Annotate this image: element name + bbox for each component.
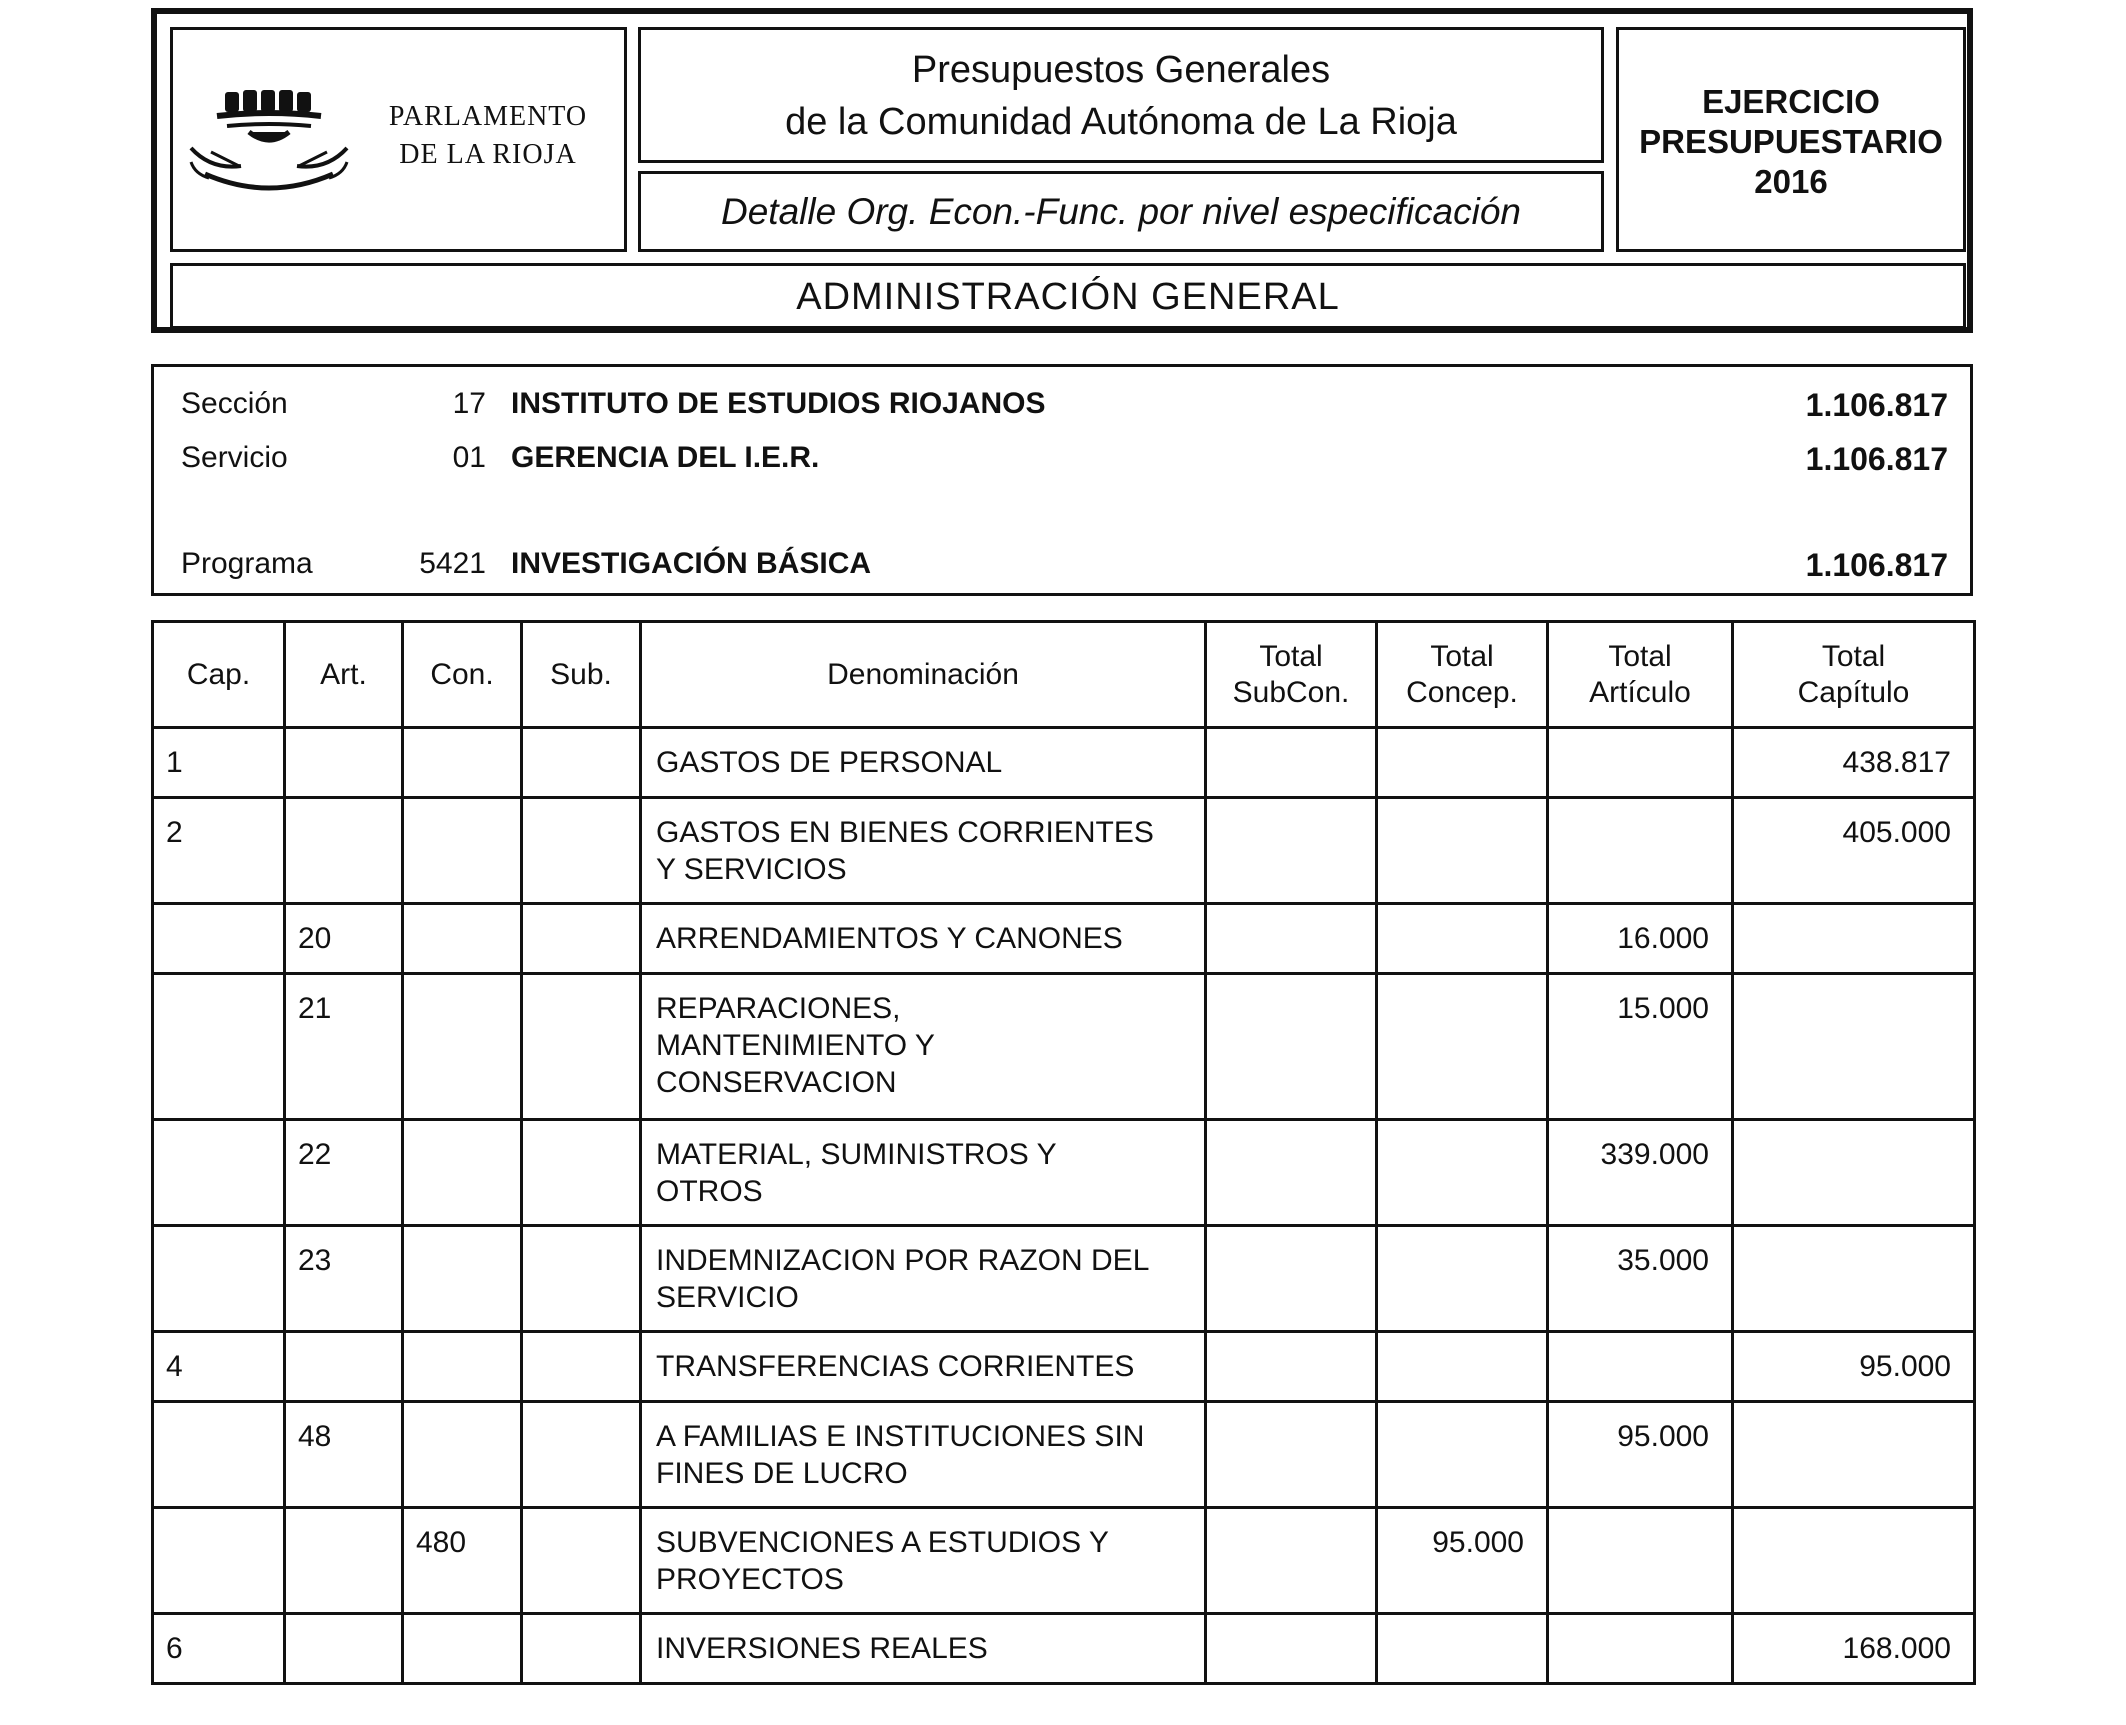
cell-con	[403, 1332, 522, 1402]
cell-sub	[522, 1226, 641, 1332]
cell-total-concep	[1377, 1402, 1548, 1508]
cell-total-capitulo: 438.817	[1733, 728, 1975, 798]
cell-denominacion	[641, 1226, 1206, 1332]
programa-name: INVESTIGACIÓN BÁSICA	[511, 547, 872, 580]
cell-total-subcon	[1206, 904, 1377, 974]
cell-cap	[153, 904, 285, 974]
servicio-row	[154, 441, 1970, 481]
programa-amount: 1.106.817	[1805, 547, 1948, 583]
cell-total-concep	[1377, 904, 1548, 974]
servicio-amount: 1.106.817	[1805, 441, 1948, 477]
admin-title: ADMINISTRACIÓN GENERAL	[796, 276, 1340, 318]
cell-total-concep	[1377, 1226, 1548, 1332]
cell-cap: 6	[153, 1614, 285, 1684]
denominacion-line: ARRENDAMIENTOS Y CANONES	[656, 922, 1123, 955]
cell-art	[285, 1332, 403, 1402]
table-row	[153, 798, 1975, 904]
header-total-concep-l1: Total	[1430, 639, 1494, 673]
cell-total-articulo: 95.000	[1548, 1402, 1733, 1508]
servicio-code: 01	[452, 441, 486, 474]
cell-cap	[153, 974, 285, 1120]
cell-cap: 4	[153, 1332, 285, 1402]
denominacion-line: CONSERVACION	[656, 1066, 897, 1099]
cell-sub	[522, 904, 641, 974]
cell-total-capitulo: 95.000	[1733, 1332, 1975, 1402]
denominacion-line: SERVICIO	[656, 1281, 799, 1314]
cell-cap	[153, 1120, 285, 1226]
cell-denominacion	[641, 728, 1206, 798]
cell-total-subcon	[1206, 1332, 1377, 1402]
cell-total-concep	[1377, 728, 1548, 798]
cell-total-articulo	[1548, 728, 1733, 798]
header-con: Con.	[403, 622, 522, 728]
cell-total-subcon	[1206, 798, 1377, 904]
cell-con	[403, 974, 522, 1120]
cell-total-concep	[1377, 1614, 1548, 1684]
denominacion-line: Y SERVICIOS	[656, 853, 847, 886]
subtitle: Detalle Org. Econ.-Func. por nivel especificación	[721, 191, 1521, 232]
programa-label: Programa	[181, 547, 313, 580]
denominacion-line: A FAMILIAS E INSTITUCIONES SIN	[656, 1420, 1145, 1453]
cell-total-concep	[1377, 1120, 1548, 1226]
cell-art: 21	[285, 974, 403, 1120]
cell-total-capitulo: 405.000	[1733, 798, 1975, 904]
table-row	[153, 904, 1975, 974]
cell-cap	[153, 1402, 285, 1508]
cell-denominacion	[641, 1332, 1206, 1402]
seccion-label: Sección	[181, 387, 288, 420]
cell-denominacion	[641, 974, 1206, 1120]
cell-total-concep	[1377, 974, 1548, 1120]
cell-total-articulo	[1548, 798, 1733, 904]
seccion-amount: 1.106.817	[1805, 387, 1948, 423]
title-line1: Presupuestos Generales	[911, 49, 1331, 91]
cell-denominacion	[641, 1402, 1206, 1508]
denominacion-line: GASTOS DE PERSONAL	[656, 746, 1003, 779]
servicio-label: Servicio	[181, 441, 288, 474]
cell-total-subcon	[1206, 1226, 1377, 1332]
cell-sub	[522, 1614, 641, 1684]
denominacion-line: MANTENIMIENTO Y	[656, 1029, 935, 1062]
cell-denominacion	[641, 1120, 1206, 1226]
parliament-name-line1: PARLAMENTO	[388, 101, 588, 132]
table-row	[153, 1614, 1975, 1684]
cell-total-articulo: 339.000	[1548, 1120, 1733, 1226]
parliament-logo-icon	[181, 70, 361, 210]
cell-total-capitulo	[1733, 904, 1975, 974]
cell-total-capitulo	[1733, 1226, 1975, 1332]
parliament-name	[368, 98, 608, 174]
header-total-subcon-l2: SubCon.	[1232, 675, 1350, 709]
programa-code: 5421	[419, 547, 486, 580]
table-row	[153, 1332, 1975, 1402]
cell-total-articulo	[1548, 1508, 1733, 1614]
denominacion-line: GASTOS EN BIENES CORRIENTES	[656, 816, 1154, 849]
ejercicio-year: 2016	[1754, 163, 1828, 200]
table-header-row	[153, 622, 1975, 728]
cell-total-subcon	[1206, 1120, 1377, 1226]
ejercicio-line1: EJERCICIO	[1702, 83, 1880, 120]
cell-art: 23	[285, 1226, 403, 1332]
cell-art	[285, 1508, 403, 1614]
header-sub: Sub.	[522, 622, 641, 728]
ejercicio-line2: PRESUPUESTARIO	[1639, 123, 1943, 160]
denominacion-line: INVERSIONES REALES	[656, 1632, 988, 1665]
cell-total-articulo: 15.000	[1548, 974, 1733, 1120]
cell-con	[403, 1402, 522, 1508]
logo-panel	[170, 27, 627, 252]
servicio-name: GERENCIA DEL I.E.R.	[511, 441, 820, 474]
cell-cap	[153, 1508, 285, 1614]
cell-sub	[522, 1332, 641, 1402]
cell-sub	[522, 1402, 641, 1508]
table-row	[153, 974, 1975, 1120]
header-total-subcon	[1206, 622, 1377, 728]
cell-con	[403, 904, 522, 974]
cell-total-capitulo	[1733, 974, 1975, 1120]
subtitle-panel	[638, 171, 1604, 252]
cell-total-subcon	[1206, 1402, 1377, 1508]
denominacion-line: REPARACIONES,	[656, 992, 901, 1025]
cell-total-subcon	[1206, 1508, 1377, 1614]
header-denominacion: Denominación	[641, 622, 1206, 728]
cell-denominacion	[641, 1614, 1206, 1684]
header-total-articulo-l1: Total	[1608, 639, 1672, 673]
denominacion-line: TRANSFERENCIAS CORRIENTES	[656, 1350, 1135, 1383]
cell-cap	[153, 1226, 285, 1332]
header-total-capitulo	[1733, 622, 1975, 728]
cell-con	[403, 728, 522, 798]
table-row	[153, 728, 1975, 798]
cell-total-articulo: 35.000	[1548, 1226, 1733, 1332]
cell-total-concep	[1377, 1332, 1548, 1402]
seccion-name: INSTITUTO DE ESTUDIOS RIOJANOS	[511, 387, 1046, 420]
cell-con	[403, 1226, 522, 1332]
denominacion-line: SUBVENCIONES A ESTUDIOS Y	[656, 1526, 1109, 1559]
header-total-capitulo-l2: Capítulo	[1797, 675, 1910, 709]
header-cap: Cap.	[153, 622, 285, 728]
budget-table	[151, 620, 1976, 1685]
cell-denominacion	[641, 904, 1206, 974]
denominacion-line: PROYECTOS	[656, 1563, 844, 1596]
cell-total-articulo	[1548, 1614, 1733, 1684]
seccion-code: 17	[452, 387, 486, 420]
cell-art: 22	[285, 1120, 403, 1226]
table-row	[153, 1226, 1975, 1332]
denominacion-line: FINES DE LUCRO	[656, 1457, 908, 1490]
document-header	[151, 8, 1973, 333]
header-total-capitulo-l1: Total	[1821, 639, 1886, 673]
cell-total-capitulo	[1733, 1508, 1975, 1614]
cell-total-concep	[1377, 798, 1548, 904]
denominacion-line: MATERIAL, SUMINISTROS Y	[656, 1138, 1057, 1171]
cell-total-subcon	[1206, 1614, 1377, 1684]
cell-art: 20	[285, 904, 403, 974]
table-row	[153, 1120, 1975, 1226]
cell-denominacion	[641, 1508, 1206, 1614]
cell-con	[403, 1614, 522, 1684]
cell-denominacion	[641, 798, 1206, 904]
title-line2: de la Comunidad Autónoma de La Rioja	[785, 101, 1457, 143]
cell-total-articulo	[1548, 1332, 1733, 1402]
cell-total-capitulo	[1733, 1402, 1975, 1508]
header-art: Art.	[285, 622, 403, 728]
header-total-articulo-l2: Artículo	[1589, 675, 1691, 709]
parliament-name-line2: DE LA RIOJA	[399, 139, 577, 170]
cell-total-capitulo: 168.000	[1733, 1614, 1975, 1684]
organization-info	[151, 364, 1973, 596]
table-row	[153, 1508, 1975, 1614]
admin-panel	[170, 263, 1966, 329]
cell-sub	[522, 728, 641, 798]
cell-sub	[522, 798, 641, 904]
cell-art	[285, 798, 403, 904]
cell-cap: 2	[153, 798, 285, 904]
cell-sub	[522, 1508, 641, 1614]
denominacion-line: OTROS	[656, 1175, 763, 1208]
denominacion-line: INDEMNIZACION POR RAZON DEL	[656, 1244, 1150, 1277]
header-total-articulo	[1548, 622, 1733, 728]
header-total-concep-l2: Concep.	[1406, 675, 1518, 709]
programa-row	[154, 547, 1970, 587]
cell-total-subcon	[1206, 974, 1377, 1120]
cell-sub	[522, 1120, 641, 1226]
cell-total-capitulo	[1733, 1120, 1975, 1226]
cell-con	[403, 798, 522, 904]
cell-art	[285, 1614, 403, 1684]
cell-con	[403, 1120, 522, 1226]
table-row	[153, 1402, 1975, 1508]
ejercicio-panel	[1616, 27, 1966, 252]
cell-art	[285, 728, 403, 798]
cell-art: 48	[285, 1402, 403, 1508]
header-total-subcon-l1: Total	[1259, 639, 1323, 673]
title-panel	[638, 27, 1604, 163]
cell-total-subcon	[1206, 728, 1377, 798]
cell-con: 480	[403, 1508, 522, 1614]
cell-cap: 1	[153, 728, 285, 798]
seccion-row	[154, 387, 1970, 427]
header-total-concep	[1377, 622, 1548, 728]
cell-sub	[522, 974, 641, 1120]
cell-total-concep: 95.000	[1377, 1508, 1548, 1614]
cell-total-articulo: 16.000	[1548, 904, 1733, 974]
